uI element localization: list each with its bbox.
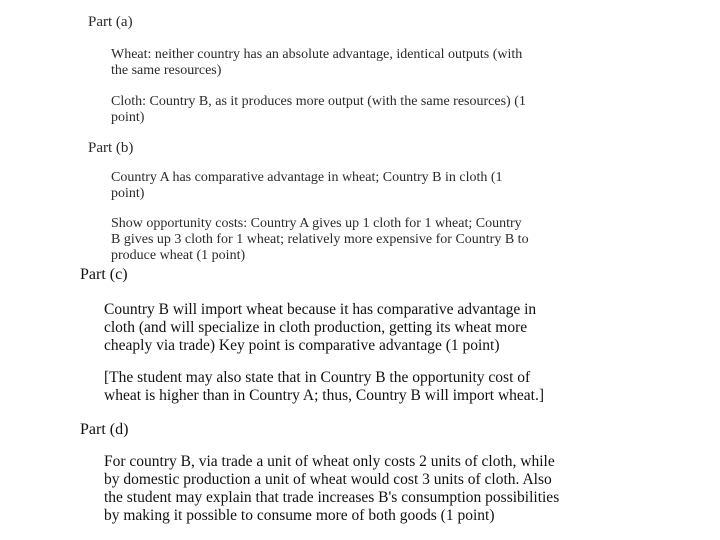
part-c-bracket-note: [The student may also state that in Country B the opportunity cost of wheat is higher than in Country A; thus, Country B will import wheat.]	[104, 369, 544, 404]
part-b-opportunity-cost-answer: Show opportunity costs: Country A gives up 1 cloth for 1 wheat; Country B gives up 3 cloth for 1 wheat; relatively more expensive for Country B to produce wheat (1 point)	[111, 216, 529, 263]
part-c-heading: Part (c)	[80, 266, 128, 283]
part-a-cloth-answer: Cloth: Country B, as it produces more output (with the same resources) (1 point)	[111, 94, 526, 125]
part-a-wheat-answer: Wheat: neither country has an absolute advantage, identical outputs (with the same resources)	[111, 47, 523, 78]
part-a-heading: Part (a)	[88, 14, 133, 30]
part-d-trade-answer: For country B, via trade a unit of wheat only costs 2 units of cloth, while by domestic production a unit of wheat would cost 3 units of cloth. Also the student may explain that trade increases B's consumption possibilities by making it possible to consume more of both goods (1 point)	[104, 453, 560, 524]
part-c-import-answer: Country B will import wheat because it has comparative advantage in cloth (and will specialize in cloth production, getting its wheat more cheaply via trade) Key point is comparative advantage (1 point)	[104, 301, 537, 354]
part-d-heading: Part (d)	[80, 421, 129, 438]
part-b-heading: Part (b)	[88, 140, 134, 156]
part-b-comparative-answer: Country A has comparative advantage in wheat; Country B in cloth (1 point)	[111, 170, 503, 201]
